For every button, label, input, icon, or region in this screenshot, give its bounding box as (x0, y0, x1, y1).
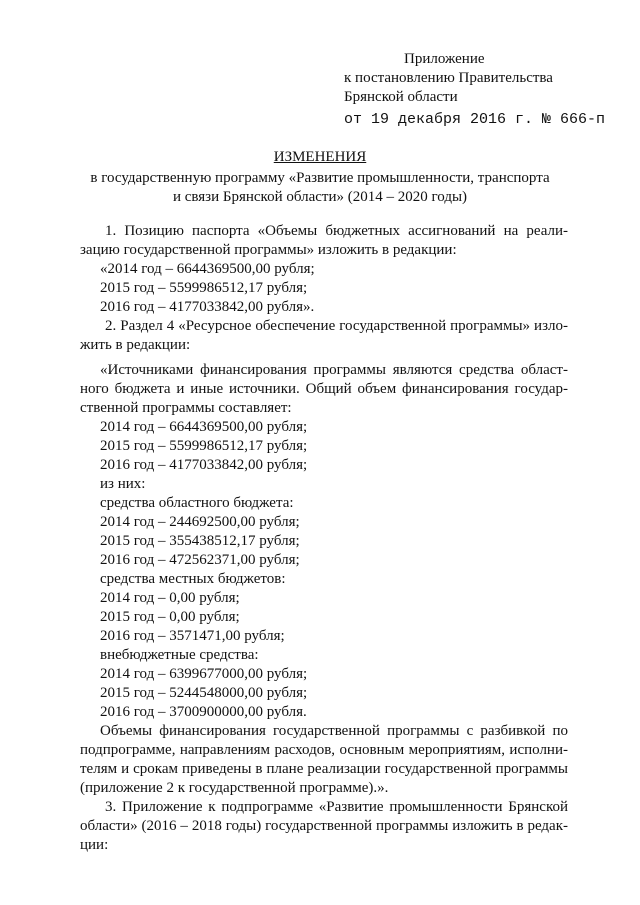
paragraph-1-line: зацию государственной программы» изложить в редакции: (80, 242, 457, 258)
quote-line: «Источниками финансирования программы являются средства област- (100, 362, 568, 378)
volumes-line: подпрограмме, направлениям расходов, основным мероприятиям, исполни- (80, 742, 568, 758)
funding-line: 2015 год – 5599986512,17 рубля; (100, 280, 308, 296)
extrabudgetary-funding-line: 2016 год – 3700900000,00 рубля. (100, 704, 307, 720)
local-funding-line: 2015 год – 0,00 рубля; (100, 609, 240, 625)
of-them-label: из них: (100, 476, 146, 492)
volumes-line: телям и срокам приведены в плане реализации государственной программы (80, 761, 568, 777)
extrabudgetary-header: внебюджетные средства: (100, 647, 259, 663)
regional-budget-header: средства областного бюджета: (100, 495, 294, 511)
local-funding-line: 2014 год – 0,00 рубля; (100, 590, 240, 606)
paragraph-3-line: ции: (80, 837, 109, 853)
volumes-line: (приложение 2 к государственной программе).». (80, 780, 389, 796)
paragraph-2-line: 2. Раздел 4 «Ресурсное обеспечение государственной программы» изло- (105, 318, 568, 334)
paragraph-3-line: области» (2016 – 2018 годы) государственной программы изложить в редак- (80, 818, 568, 834)
total-funding-line: 2016 год – 4177033842,00 рубля; (100, 457, 308, 473)
extrabudgetary-funding-line: 2015 год – 5244548000,00 рубля; (100, 685, 308, 701)
regional-funding-line: 2014 год – 244692500,00 рубля; (100, 514, 300, 530)
document-title: ИЗМЕНЕНИЯ (273, 149, 367, 165)
resolution-date-number: от 19 декабря 2016 г. № 666-п (344, 111, 606, 128)
resolution-ref: к постановлению Правительства (344, 70, 553, 86)
funding-line: 2016 год – 4177033842,00 рубля». (100, 299, 315, 315)
local-funding-line: 2016 год – 3571471,00 рубля; (100, 628, 285, 644)
paragraph-2-line: жить в редакции: (80, 337, 191, 353)
quote-line: ственной программы составляет: (80, 400, 292, 416)
extrabudgetary-funding-line: 2014 год – 6399677000,00 рубля; (100, 666, 308, 682)
appendix-label: Приложение (404, 51, 485, 67)
regional-funding-line: 2016 год – 472562371,00 рубля; (100, 552, 300, 568)
local-budget-header: средства местных бюджетов: (100, 571, 286, 587)
heading-line-2: и связи Брянской области» (2014 – 2020 годы) (172, 189, 468, 205)
document-heading (0, 148, 640, 207)
total-funding-line: 2015 год – 5599986512,17 рубля; (100, 438, 308, 454)
paragraph-3-line: 3. Приложение к подпрограмме «Развитие промышленности Брянской (105, 799, 568, 815)
quote-line: ного бюджета и иные источники. Общий объем финансирования государ- (80, 381, 568, 397)
addressee-block (344, 50, 605, 130)
funding-line: «2014 год – 6644369500,00 рубля; (100, 261, 315, 277)
heading-line-1: в государственную программу «Развитие промышленности, транспорта (90, 170, 550, 186)
total-funding-line: 2014 год – 6644369500,00 рубля; (100, 419, 308, 435)
regional-funding-line: 2015 год – 355438512,17 рубля; (100, 533, 300, 549)
document-body (80, 222, 568, 855)
paragraph-1-line: 1. Позицию паспорта «Объемы бюджетных ассигнований на реали- (105, 223, 568, 239)
region-name: Брянской области (344, 89, 458, 105)
volumes-line: Объемы финансирования государственной программы с разбивкой по (100, 723, 568, 739)
